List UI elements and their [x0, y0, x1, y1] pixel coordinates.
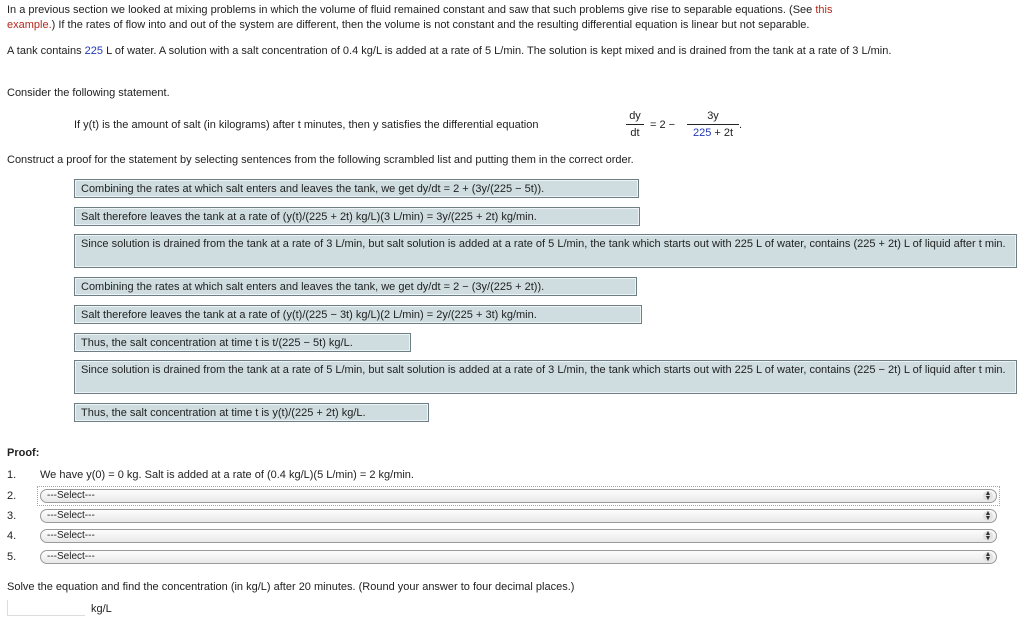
equation-middle: = 2 − — [650, 119, 676, 131]
select-value: ---Select--- — [47, 530, 95, 541]
intro-paragraph — [7, 3, 1012, 33]
proof-tile[interactable]: Since solution is drained from the tank at a rate of 5 L/min, but salt solution is added at a rate of 3 L/min, the tank which starts out with 225 L of water, contains (225 − 2t) L of liquid after t min. — [74, 360, 1017, 394]
frac2-den-rest: + 2t — [711, 127, 734, 139]
intro-text-end: ) If the rates of flow into and out of the system are different, then the volume is not constant and the resulting differential equation is linear but not separable. — [51, 19, 810, 31]
frac1-num: dy — [629, 110, 641, 122]
proof-tile[interactable]: Combining the rates at which salt enters and leaves the tank, we get dy/dt = 2 − (3y/(225 + 2t)). — [74, 277, 637, 296]
solve-question: Solve the equation and find the concentration (in kg/L) after 20 minutes. (Round your answer to four decimal places.) — [7, 581, 575, 593]
frac2-den — [687, 127, 739, 140]
proof-step-5-select[interactable] — [40, 550, 997, 564]
step-number: 2. — [7, 490, 17, 502]
problem-text-b: L of water. A solution with a salt concentration of 0.4 kg/L is added at a rate of 5 L/min. The solution is kept mixed and is drained from the tank at a rate of 3 L/min. — [103, 45, 892, 57]
proof-step-2-select[interactable] — [40, 489, 997, 503]
proof-heading: Proof: — [7, 447, 40, 459]
proof-step-3-select[interactable] — [40, 509, 997, 523]
statement-text: If y(t) is the amount of salt (in kilograms) after t minutes, then y satisfies the differential equation — [74, 119, 539, 131]
proof-step-4-select[interactable] — [40, 529, 997, 543]
frac1-den: dt — [630, 127, 640, 139]
problem-text-a: A tank contains — [7, 45, 85, 57]
example-link-text-1[interactable]: this — [815, 4, 833, 16]
updown-arrow-icon: ▲ ▼ — [984, 510, 992, 522]
construct-label: Construct a proof for the statement by selecting sentences from the following scrambled list and putting them in the correct order. — [7, 154, 634, 166]
statement-period: . — [739, 119, 743, 131]
updown-arrow-icon: ▲ ▼ — [984, 551, 992, 563]
frac2-den-volume: 225 — [692, 127, 712, 139]
tank-volume: 225 — [84, 45, 104, 57]
step-number: 4. — [7, 530, 17, 542]
intro-text: In a previous section we looked at mixing problems in which the volume of fluid remained constant and saw that such problems give rise to separable equations. (See — [7, 4, 816, 16]
select-value: ---Select--- — [47, 490, 95, 501]
proof-step-1: We have y(0) = 0 kg. Salt is added at a rate of (0.4 kg/L)(5 L/min) = 2 kg/min. — [40, 469, 414, 481]
statement — [74, 110, 774, 144]
rhs-fraction — [687, 110, 739, 140]
proof-tile[interactable]: Combining the rates at which salt enters and leaves the tank, we get dy/dt = 2 + (3y/(225 − 5t)). — [74, 179, 639, 198]
select-value: ---Select--- — [47, 551, 95, 562]
updown-arrow-icon: ▲ ▼ — [984, 490, 992, 502]
frac2-num: 3y — [707, 110, 719, 122]
problem-text — [7, 44, 1012, 59]
concentration-answer-input[interactable] — [7, 600, 85, 616]
answer-unit: kg/L — [91, 603, 112, 615]
updown-arrow-icon: ▲ ▼ — [984, 530, 992, 542]
consider-label: Consider the following statement. — [7, 87, 170, 99]
step-number: 3. — [7, 510, 17, 522]
proof-tile[interactable]: Since solution is drained from the tank at a rate of 3 L/min, but salt solution is added at a rate of 5 L/min, the tank which starts out with 225 L of water, contains (225 + 2t) L of liquid after t min. — [74, 234, 1017, 268]
proof-tile[interactable]: Salt therefore leaves the tank at a rate of (y(t)/(225 − 3t) kg/L)(2 L/min) = 2y/(225 + 3t) kg/min. — [74, 305, 642, 324]
dy-dt-fraction — [626, 110, 644, 140]
select-value: ---Select--- — [47, 510, 95, 521]
step-number: 1. — [7, 469, 17, 481]
proof-tile[interactable]: Thus, the salt concentration at time t is t/(225 − 5t) kg/L. — [74, 333, 411, 352]
proof-tile[interactable]: Salt therefore leaves the tank at a rate of (y(t)/(225 + 2t) kg/L)(3 L/min) = 3y/(225 + 2t) kg/min. — [74, 207, 640, 226]
example-link-text-2[interactable]: example. — [7, 19, 52, 31]
step-number: 5. — [7, 551, 17, 563]
proof-tile[interactable]: Thus, the salt concentration at time t is y(t)/(225 + 2t) kg/L. — [74, 403, 429, 422]
